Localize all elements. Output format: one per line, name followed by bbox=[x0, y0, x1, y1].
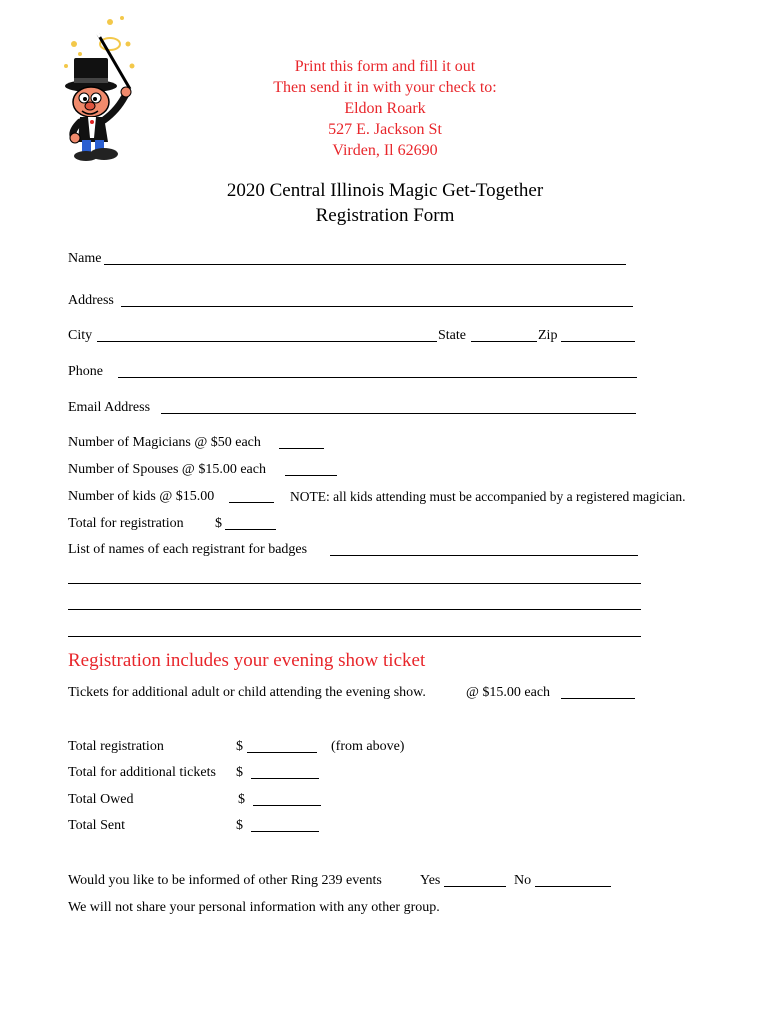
email-label: Email Address bbox=[68, 400, 151, 415]
magicians-label: Number of Magicians @ $50 each bbox=[68, 435, 261, 450]
from-above-note: (from above) bbox=[331, 739, 405, 754]
spouses-label: Number of Spouses @ $15.00 each bbox=[68, 462, 266, 477]
total-for-registration-field[interactable] bbox=[225, 529, 276, 530]
tickets-label: Tickets for additional adult or child attending the evening show. bbox=[68, 685, 426, 700]
form-subtitle: Registration Form bbox=[315, 205, 455, 226]
total-owed-label: Total Owed bbox=[68, 792, 134, 807]
yes-label: Yes bbox=[420, 873, 441, 888]
state-label: State bbox=[438, 328, 466, 343]
total-owed-dollar: $ bbox=[238, 792, 245, 807]
badges-label: List of names of each registrant for badges bbox=[68, 542, 308, 557]
tickets-field[interactable] bbox=[561, 698, 635, 699]
privacy-note: We will not share your personal information with any other group. bbox=[68, 900, 440, 915]
badges-line-4[interactable] bbox=[68, 636, 641, 637]
phone-field[interactable] bbox=[118, 377, 637, 378]
mailing-street: 527 E. Jackson St bbox=[328, 121, 442, 138]
instruction-line-1: Print this form and fill it out bbox=[294, 58, 476, 75]
total-sent-label: Total Sent bbox=[68, 818, 125, 833]
total-registration-dollar: $ bbox=[236, 739, 243, 754]
yes-field[interactable] bbox=[444, 886, 506, 887]
no-label: No bbox=[514, 873, 532, 888]
address-label: Address bbox=[68, 293, 114, 308]
tickets-price: @ $15.00 each bbox=[466, 685, 551, 700]
kids-label: Number of kids @ $15.00 bbox=[68, 489, 215, 504]
additional-tickets-field[interactable] bbox=[251, 778, 319, 779]
zip-label: Zip bbox=[538, 328, 558, 343]
badges-field[interactable] bbox=[330, 555, 638, 556]
badges-line-2[interactable] bbox=[68, 583, 641, 584]
kids-note: NOTE: all kids attending must be accompanied by a registered magician. bbox=[290, 489, 686, 504]
mailing-name: Eldon Roark bbox=[344, 100, 426, 117]
badges-line-3[interactable] bbox=[68, 609, 641, 610]
state-field[interactable] bbox=[471, 341, 537, 342]
total-registration-label: Total registration bbox=[68, 739, 164, 754]
magicians-field[interactable] bbox=[279, 448, 324, 449]
total-registration-field[interactable] bbox=[247, 752, 317, 753]
total-sent-field[interactable] bbox=[251, 831, 319, 832]
kids-field[interactable] bbox=[229, 502, 274, 503]
show-heading: Registration includes your evening show ticket bbox=[68, 650, 426, 671]
name-field[interactable] bbox=[104, 264, 626, 265]
total-for-registration-label: Total for registration bbox=[68, 516, 184, 531]
city-field[interactable] bbox=[97, 341, 437, 342]
additional-tickets-dollar: $ bbox=[236, 765, 243, 780]
phone-label: Phone bbox=[68, 364, 103, 379]
spouses-field[interactable] bbox=[285, 475, 337, 476]
city-label: City bbox=[68, 328, 93, 343]
form-title: 2020 Central Illinois Magic Get-Together bbox=[226, 180, 544, 201]
total-sent-dollar: $ bbox=[236, 818, 243, 833]
no-field[interactable] bbox=[535, 886, 611, 887]
address-field[interactable] bbox=[121, 306, 633, 307]
email-field[interactable] bbox=[161, 413, 636, 414]
mailing-city: Virden, Il 62690 bbox=[332, 142, 438, 159]
total-for-registration-dollar: $ bbox=[215, 516, 222, 531]
instruction-line-2: Then send it in with your check to: bbox=[273, 79, 497, 96]
zip-field[interactable] bbox=[561, 341, 635, 342]
ring-question: Would you like to be informed of other Ring 239 events bbox=[68, 873, 382, 888]
additional-tickets-label: Total for additional tickets bbox=[68, 765, 216, 780]
name-label: Name bbox=[68, 251, 102, 266]
total-owed-field[interactable] bbox=[253, 805, 321, 806]
